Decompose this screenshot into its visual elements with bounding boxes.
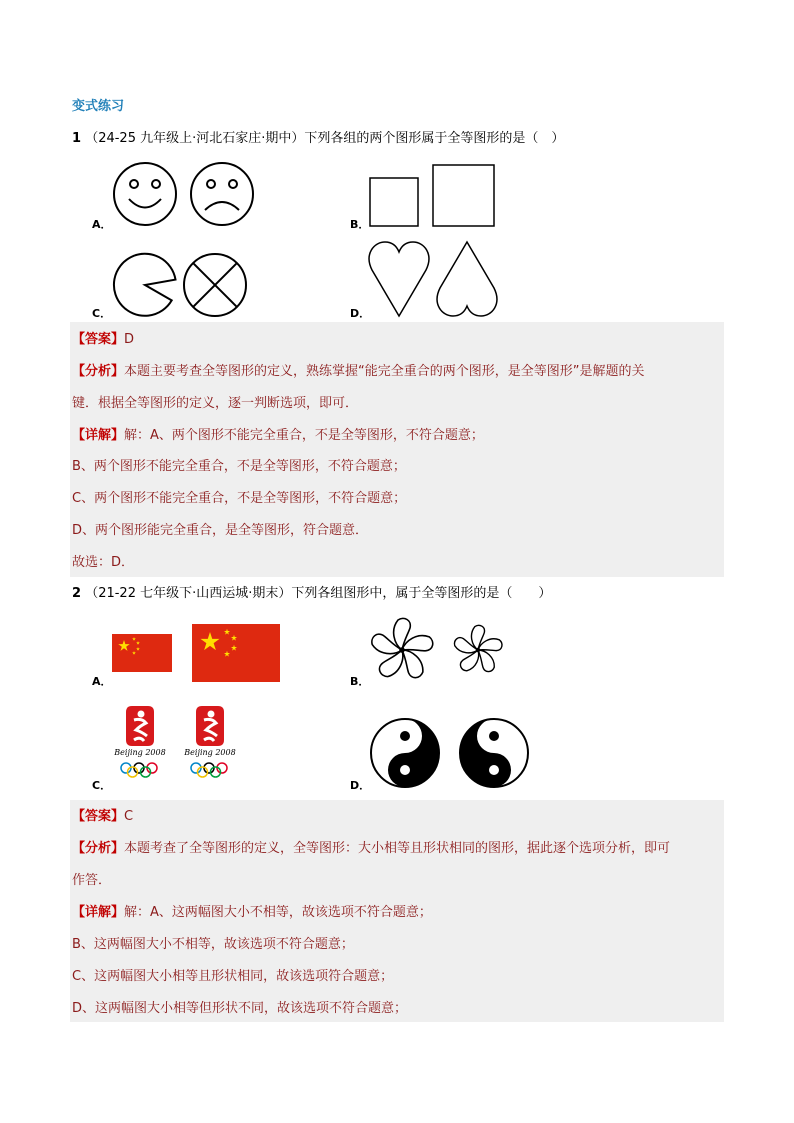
beijing-2008-logo-icon [112, 706, 168, 786]
q2-option-a-label: A． [92, 675, 112, 688]
question-source: （24-25 九年级上·河北石家庄·期中） [85, 131, 305, 146]
q1-option-c-figure [112, 253, 250, 319]
mirrored-yin-yang-icon [460, 719, 528, 787]
analysis-tag: 【分析】 [72, 364, 125, 379]
analysis-text: 本题考查了全等图形的定义，全等图形：大小相等且形状相同的图形，据此逐个选项分析，即可 [124, 841, 671, 856]
q2-option-c-label: C． [92, 779, 112, 792]
q2-option-d-figure [370, 718, 532, 790]
question-text: 下列各组图形中，属于全等图形的是（ ） [291, 586, 552, 601]
logo-text: Beijing 2008 [184, 748, 236, 757]
q1-detail-line-4: D、两个图形能完全重合，是全等图形，符合题意． [72, 523, 369, 538]
detail-text: 解：A、两个图形不能完全重合，不是全等图形，不符合题意； [124, 428, 484, 443]
detail-tag: 【详解】 [72, 905, 125, 920]
crossed-circle-icon [184, 254, 246, 316]
q1-option-d-label: D． [350, 307, 371, 320]
large-bauhinia-flower-icon [369, 618, 434, 680]
answer-value: D [124, 332, 135, 347]
small-flag-icon [112, 634, 172, 672]
yin-yang-icon [371, 719, 439, 787]
answer-tag: 【答案】 [72, 332, 125, 347]
q1-option-c-label: C． [92, 307, 112, 320]
q1-detail-line-2: B、两个图形不能完全重合，不是全等图形，不符合题意； [72, 459, 406, 474]
q1-option-b-figure [368, 164, 498, 228]
q2-detail-line-1 [72, 904, 722, 922]
frowny-face-icon [191, 163, 253, 225]
sector-cut-circle-icon [114, 254, 176, 316]
q1-analysis-line-1 [72, 363, 722, 381]
question-number: 1 [72, 131, 82, 146]
large-square-icon [433, 165, 494, 226]
q2-detail-line-3: C、这两幅图大小相等且形状相同，故该选项符合题意； [72, 969, 394, 984]
large-flag-icon [192, 624, 280, 682]
q1-option-a-label: A． [92, 218, 112, 231]
detail-text: 解：A、这两幅图大小不相等，故该选项不符合题意； [124, 905, 432, 920]
q2-option-c-figure [112, 706, 242, 786]
q2-option-a-figure [112, 624, 282, 686]
q1-detail-line-5: 故选：D． [72, 555, 135, 570]
small-square-icon [370, 178, 418, 226]
heart-icon [369, 242, 429, 316]
analysis-text: 本题主要考查全等图形的定义，熟练掌握“能完全重合的两个图形，是全等图形”是解题的关 [124, 364, 645, 379]
q2-detail-line-2: B、这两幅图大小不相等，故该选项不符合题意； [72, 937, 354, 952]
beijing-2008-logo-icon [182, 706, 238, 786]
inverted-heart-icon [437, 242, 497, 316]
section-title: 变式练习 [72, 99, 125, 114]
analysis-tag: 【分析】 [72, 841, 125, 856]
logo-text: Beijing 2008 [114, 748, 166, 757]
q2-analysis-line-2: 作答． [72, 873, 112, 888]
q2-option-b-figure [368, 616, 518, 686]
q1-answer [72, 331, 722, 349]
q2-answer [72, 808, 722, 826]
q1-option-d-figure [368, 240, 502, 318]
answer-value: C [124, 809, 134, 824]
question-1-stem [72, 130, 564, 148]
question-number: 2 [72, 586, 82, 601]
question-text: 下列各组的两个图形属于全等图形的是（ ） [304, 131, 565, 146]
q2-option-b-label: B． [350, 675, 370, 688]
answer-tag: 【答案】 [72, 809, 125, 824]
small-bauhinia-flower-icon [453, 625, 504, 673]
q1-detail-line-1 [72, 427, 722, 445]
q1-analysis-line-2: 键．根据全等图形的定义，逐一判断选项，即可． [72, 396, 359, 411]
q2-detail-line-4: D、这两幅图大小相等但形状不同，故该选项不符合题意； [72, 1001, 408, 1016]
detail-tag: 【详解】 [72, 428, 125, 443]
q1-option-a-figure [112, 162, 257, 228]
q2-analysis-line-1 [72, 840, 722, 858]
question-2-stem [72, 585, 551, 603]
q1-detail-line-3: C、两个图形不能完全重合，不是全等图形，不符合题意； [72, 491, 407, 506]
q1-option-b-label: B． [350, 218, 370, 231]
smiley-face-icon [114, 163, 176, 225]
q2-option-d-label: D． [350, 779, 371, 792]
question-source: （21-22 七年级下·山西运城·期末） [85, 586, 292, 601]
